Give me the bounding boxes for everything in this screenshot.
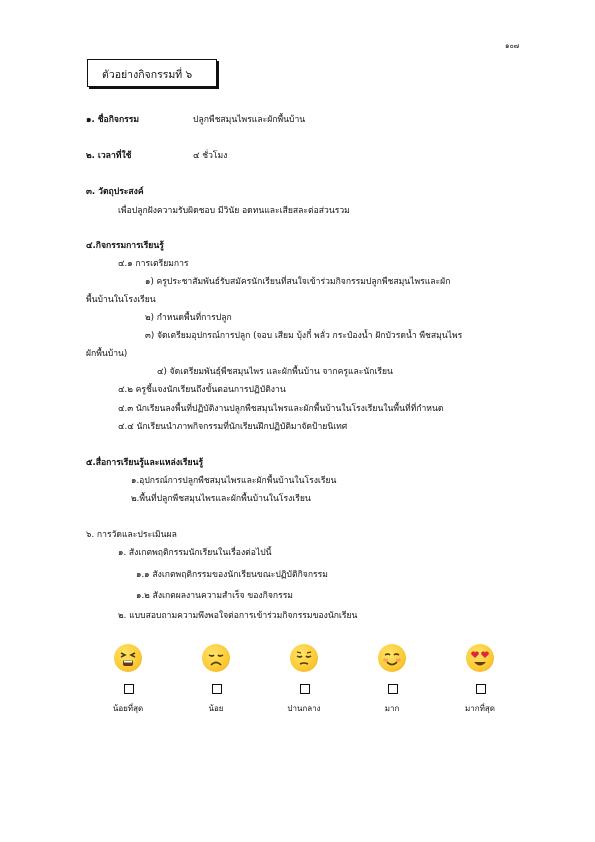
rating-checkbox-5[interactable] [476, 684, 486, 694]
heart-eyes-face-icon [466, 644, 494, 672]
media-item-1: ๑.อุปกรณ์การปลูกพืชสมุนไพรและผักพื้นบ้านในโรงเรียน [131, 476, 337, 486]
media-item-2: ๒.พื้นที่ปลูกพืชสมุนไพรและผักพื้นบ้านในโรงเรียน [131, 494, 311, 504]
rating-label-2: น้อย [208, 704, 224, 713]
prep-step-3-cont: ผักพื้นบ้าน) [86, 349, 128, 359]
prep-step-1-cont: พื้นบ้านในโรงเรียน [86, 295, 156, 305]
page-number: ๑๐๗ [505, 42, 519, 50]
evaluation-item-1-1: ๑.๑ สังเกตพฤติกรรมของนักเรียนขณะปฏิบัติกิจกรรม [136, 570, 328, 580]
learning-step-3: ๔.๓ นักเรียนลงพื้นที่ปฏิบัติงานปลูกพืชสมุนไพรและผักพื้นบ้านในโรงเรียนในพื้นที่ที่กำหนด [118, 404, 444, 414]
learning-step-4: ๔.๔ นักเรียนนำภาพกิจกรรมที่นักเรียนฝึกปฏิบัติมาจัดป้ายนิเทศ [118, 422, 348, 432]
pensive-face-icon [290, 644, 318, 672]
activity-name-label: ๑. ชื่อกิจกรรม [86, 115, 140, 125]
activity-name-value: ปลูกพืชสมุนไพรและผักพื้นบ้าน [193, 115, 306, 125]
learning-step-2: ๔.๒ ครูชี้แจงนักเรียนถึงขั้นตอนการปฏิบัติงาน [118, 385, 286, 395]
title-box [87, 59, 217, 87]
time-value: ๔ ชั่วโมง [193, 151, 228, 161]
evaluation-item-2: ๒. แบบสอบถามความพึงพอใจต่อการเข้าร่วมกิจกรรมของนักเรียน [118, 611, 358, 621]
rating-checkbox-4[interactable] [388, 684, 398, 694]
prep-step-1: ๑) ครูประชาสัมพันธ์รับสมัครนักเรียนที่สนใจเข้าร่วมกิจกรรมปลูกพืชสมุนไพรและผัก [145, 277, 451, 287]
rating-checkbox-1[interactable] [124, 684, 134, 694]
rating-label-1: น้อยที่สุด [112, 704, 144, 713]
tired-face-icon [114, 644, 142, 672]
prep-heading: ๔.๑ การเตรียมการ [118, 259, 189, 269]
smiling-face-icon [378, 644, 406, 672]
evaluation-heading: ๖. การวัดและประเมินผล [86, 530, 177, 540]
time-label: ๒. เวลาที่ใช้ [86, 151, 132, 161]
rating-label-4: มาก [384, 704, 400, 713]
prep-step-3: ๓) จัดเตรียมอุปกรณ์การปลูก (จอบ เสียม บุ้งกี๋ พลั่ว กระป๋องน้ำ ฝักบัวรดน้ำ พืชสมุนไพร [145, 331, 463, 341]
evaluation-item-1: ๑. สังเกตพฤติกรรมนักเรียนในเรื่องต่อไปนี้ [118, 548, 272, 558]
objective-text: เพื่อปลูกฝังความรับผิดชอบ มีวินัย อดทนและเสียสละต่อส่วนรวม [118, 206, 350, 216]
page-title: ตัวอย่างกิจกรรมที่ ๖ [102, 69, 193, 81]
rating-checkbox-2[interactable] [212, 684, 222, 694]
rating-label-3: ปานกลาง [287, 704, 321, 713]
prep-step-2: ๒) กำหนดพื้นที่การปลูก [145, 313, 232, 323]
rating-label-5: มากที่สุด [465, 704, 495, 713]
objective-heading: ๓. วัตถุประสงค์ [86, 187, 144, 197]
rating-checkbox-3[interactable] [300, 684, 310, 694]
evaluation-item-1-2: ๑.๒ สังเกตผลงานความสำเร็จ ของกิจกรรม [136, 591, 293, 601]
prep-step-4: ๔) จัดเตรียมพันธุ์พืชสมุนไพร และผักพื้นบ้าน จากครูและนักเรียน [157, 367, 393, 377]
learning-heading: ๔.กิจกรรมการเรียนรู้ [86, 241, 164, 251]
media-heading: ๕.สื่อการเรียนรู้และแหล่งเรียนรู้ [86, 458, 204, 468]
disappointed-face-icon [202, 644, 230, 672]
